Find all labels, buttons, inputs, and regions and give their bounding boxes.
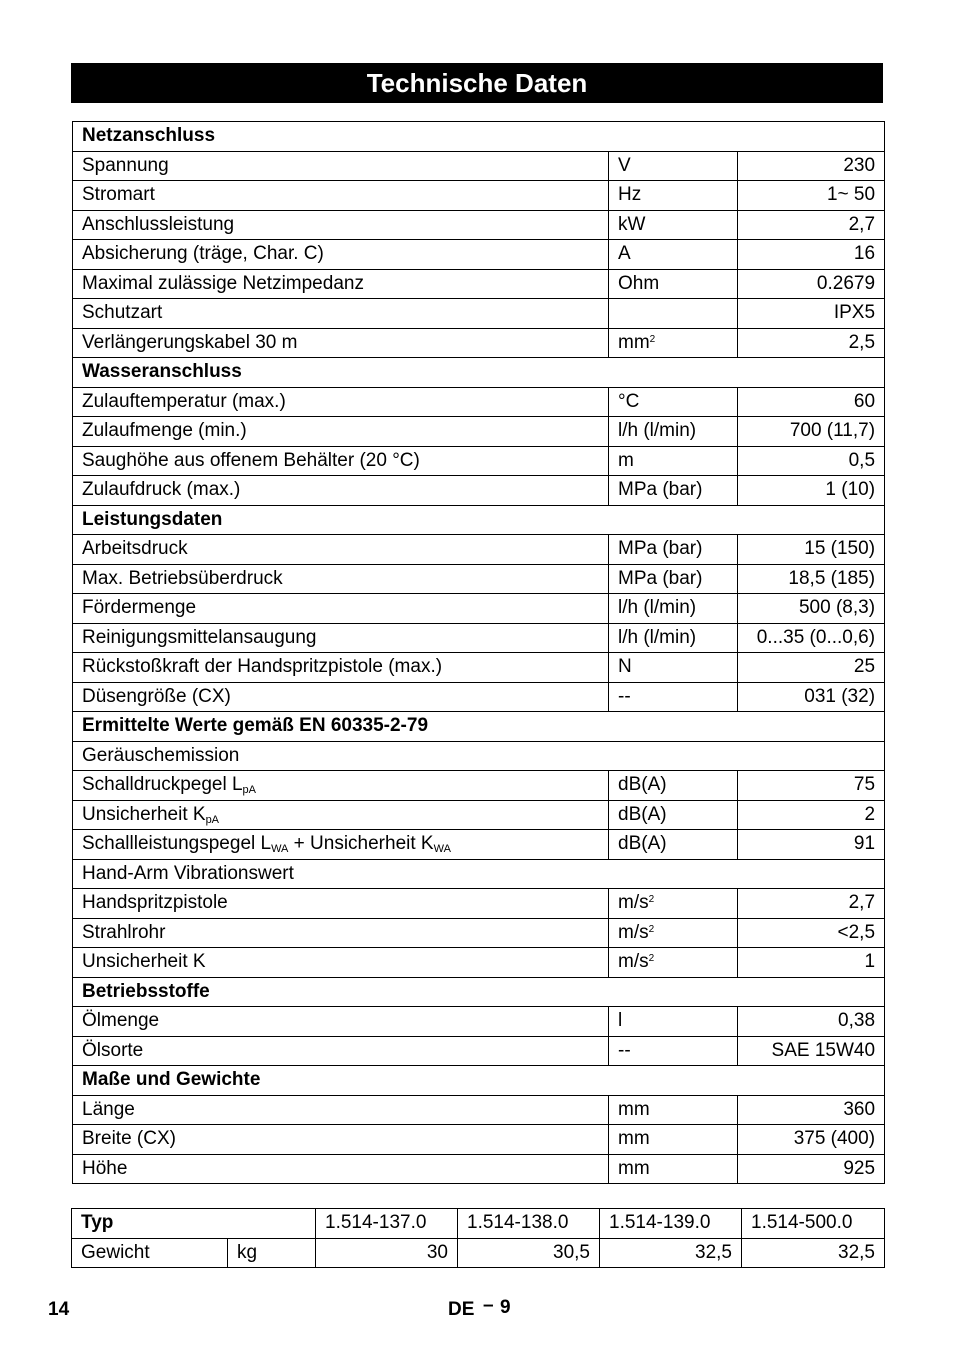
unit-superscript: 2 bbox=[648, 953, 655, 965]
spec-row bbox=[73, 564, 885, 594]
spec-label: Max. Betriebsüberdruck bbox=[73, 564, 609, 594]
spec-value: 230 bbox=[738, 151, 885, 181]
spec-row bbox=[73, 299, 885, 329]
type-weight-table bbox=[71, 1208, 885, 1268]
weight-value: 30 bbox=[316, 1238, 458, 1268]
spec-row bbox=[73, 830, 885, 860]
spec-row bbox=[73, 1007, 885, 1037]
spec-row bbox=[73, 151, 885, 181]
type-model-cell: 1.514-500.0 bbox=[742, 1209, 885, 1239]
weight-value: 30,5 bbox=[458, 1238, 600, 1268]
spec-unit bbox=[609, 1125, 738, 1155]
spec-label: Absicherung (träge, Char. C) bbox=[73, 240, 609, 270]
spec-unit bbox=[609, 889, 738, 919]
unit-text: mm bbox=[618, 1128, 650, 1150]
spec-value: IPX5 bbox=[738, 299, 885, 329]
spec-unit bbox=[609, 240, 738, 270]
spec-value: 1~ 50 bbox=[738, 181, 885, 211]
spec-unit bbox=[609, 417, 738, 447]
unit-text: dB(A) bbox=[618, 803, 667, 825]
unit-text: l/h (l/min) bbox=[618, 626, 697, 648]
spec-unit bbox=[609, 1036, 738, 1066]
spec-value: 925 bbox=[738, 1154, 885, 1184]
label-subscript: pA bbox=[242, 784, 257, 797]
unit-text: kW bbox=[618, 213, 646, 235]
section-header-row bbox=[73, 977, 885, 1007]
spec-unit bbox=[609, 800, 738, 830]
weight-value: 32,5 bbox=[600, 1238, 742, 1268]
spec-unit bbox=[609, 476, 738, 506]
label-subscript: WA bbox=[271, 843, 289, 856]
spec-value: 0...35 (0...0,6) bbox=[738, 623, 885, 653]
spec-label: Stromart bbox=[73, 181, 609, 211]
subheader: Geräuschemission bbox=[73, 741, 885, 771]
spec-row bbox=[73, 210, 885, 240]
spec-label: Höhe bbox=[73, 1154, 609, 1184]
spec-unit bbox=[609, 299, 738, 329]
unit-text: A bbox=[618, 243, 631, 265]
spec-unit bbox=[609, 948, 738, 978]
footer-dash: – bbox=[483, 1295, 494, 1316]
type-model-cell: 1.514-137.0 bbox=[316, 1209, 458, 1239]
page-number: 14 bbox=[48, 1299, 70, 1320]
spec-row bbox=[73, 653, 885, 683]
spec-value: 91 bbox=[738, 830, 885, 860]
spec-label: Rückstoßkraft der Handspritzpistole (max.) bbox=[73, 653, 609, 683]
unit-text: Hz bbox=[618, 184, 642, 206]
spec-value: 1 (10) bbox=[738, 476, 885, 506]
spec-row bbox=[73, 1036, 885, 1066]
footer-language: DE bbox=[448, 1299, 475, 1320]
section-header-row bbox=[73, 505, 885, 535]
label-text: Unsicherheit K bbox=[82, 803, 206, 825]
spec-value: 2,5 bbox=[738, 328, 885, 358]
spec-unit bbox=[609, 653, 738, 683]
subheader-row bbox=[73, 859, 885, 889]
section-header-row bbox=[73, 1066, 885, 1096]
unit-superscript: 2 bbox=[648, 894, 655, 906]
spec-row bbox=[73, 446, 885, 476]
spec-label: Schutzart bbox=[73, 299, 609, 329]
unit-text: mm bbox=[618, 331, 650, 353]
spec-unit bbox=[609, 1095, 738, 1125]
weight-value: 32,5 bbox=[742, 1238, 885, 1268]
spec-value: <2,5 bbox=[738, 918, 885, 948]
unit-text: MPa (bar) bbox=[618, 479, 703, 501]
unit-text: °C bbox=[618, 390, 640, 412]
section-header: Wasseranschluss bbox=[73, 358, 885, 388]
spec-label: Handspritzpistole bbox=[73, 889, 609, 919]
unit-text: l/h (l/min) bbox=[618, 597, 697, 619]
spec-label: Strahlrohr bbox=[73, 918, 609, 948]
spec-row bbox=[73, 623, 885, 653]
spec-value: 0,38 bbox=[738, 1007, 885, 1037]
spec-value: SAE 15W40 bbox=[738, 1036, 885, 1066]
spec-value: 60 bbox=[738, 387, 885, 417]
spec-unit bbox=[609, 328, 738, 358]
unit-superscript: 2 bbox=[649, 333, 656, 345]
spec-label: Unsicherheit K bbox=[73, 948, 609, 978]
spec-value: 15 (150) bbox=[738, 535, 885, 565]
spec-label: Zulaufdruck (max.) bbox=[73, 476, 609, 506]
unit-text: dB(A) bbox=[618, 833, 667, 855]
spec-unit bbox=[609, 151, 738, 181]
spec-row bbox=[73, 948, 885, 978]
spec-value: 75 bbox=[738, 771, 885, 801]
unit-text: mm bbox=[618, 1098, 650, 1120]
spec-row bbox=[73, 387, 885, 417]
unit-text: Ohm bbox=[618, 272, 660, 294]
unit-text: -- bbox=[618, 1039, 631, 1061]
unit-text: MPa (bar) bbox=[618, 538, 703, 560]
unit-text: MPa (bar) bbox=[618, 567, 703, 589]
spec-unit bbox=[609, 181, 738, 211]
spec-value: 0,5 bbox=[738, 446, 885, 476]
spec-label bbox=[73, 771, 609, 801]
label-subscript: WA bbox=[433, 843, 451, 856]
section-header-row bbox=[73, 712, 885, 742]
footer-language-page: 9 bbox=[500, 1297, 511, 1318]
spec-unit bbox=[609, 387, 738, 417]
spec-row bbox=[73, 594, 885, 624]
spec-unit bbox=[609, 210, 738, 240]
subheader: Hand-Arm Vibrationswert bbox=[73, 859, 885, 889]
section-header-row bbox=[73, 122, 885, 152]
section-header: Leistungsdaten bbox=[73, 505, 885, 535]
unit-text: l bbox=[618, 1010, 623, 1032]
spec-value: 031 (32) bbox=[738, 682, 885, 712]
spec-value: 18,5 (185) bbox=[738, 564, 885, 594]
subheader-row bbox=[73, 741, 885, 771]
type-model-cell: 1.514-138.0 bbox=[458, 1209, 600, 1239]
unit-text: m/s bbox=[618, 951, 649, 973]
spec-unit bbox=[609, 1007, 738, 1037]
spec-value: 375 (400) bbox=[738, 1125, 885, 1155]
unit-superscript: 2 bbox=[648, 923, 655, 935]
unit-text: -- bbox=[618, 685, 631, 707]
spec-label: Maximal zulässige Netzimpedanz bbox=[73, 269, 609, 299]
spec-row bbox=[73, 1154, 885, 1184]
spec-unit bbox=[609, 623, 738, 653]
spec-value: 2,7 bbox=[738, 210, 885, 240]
spec-unit bbox=[609, 269, 738, 299]
spec-row bbox=[73, 476, 885, 506]
type-header-label: Typ bbox=[72, 1209, 316, 1239]
spec-value: 16 bbox=[738, 240, 885, 270]
label-subscript: pA bbox=[205, 813, 220, 826]
spec-unit bbox=[609, 446, 738, 476]
spec-label: Länge bbox=[73, 1095, 609, 1125]
weight-unit: kg bbox=[228, 1238, 316, 1268]
spec-row bbox=[73, 417, 885, 447]
spec-label: Zulaufmenge (min.) bbox=[73, 417, 609, 447]
spec-label: Arbeitsdruck bbox=[73, 535, 609, 565]
type-header-row bbox=[72, 1209, 885, 1239]
spec-label: Reinigungsmittelansaugung bbox=[73, 623, 609, 653]
spec-label bbox=[73, 830, 609, 860]
label-text: Schallleistungspegel L bbox=[82, 833, 272, 855]
spec-table bbox=[72, 121, 885, 1184]
spec-label: Verlängerungskabel 30 m bbox=[73, 328, 609, 358]
unit-text: N bbox=[618, 656, 632, 678]
spec-value: 500 (8,3) bbox=[738, 594, 885, 624]
spec-unit bbox=[609, 594, 738, 624]
spec-label: Düsengröße (CX) bbox=[73, 682, 609, 712]
spec-label bbox=[73, 800, 609, 830]
spec-row bbox=[73, 889, 885, 919]
spec-value: 2 bbox=[738, 800, 885, 830]
spec-label: Ölsorte bbox=[73, 1036, 609, 1066]
spec-row bbox=[73, 269, 885, 299]
unit-text: m/s bbox=[618, 892, 649, 914]
spec-row bbox=[73, 1125, 885, 1155]
spec-row bbox=[73, 918, 885, 948]
spec-row bbox=[73, 1095, 885, 1125]
unit-text: m/s bbox=[618, 921, 649, 943]
spec-unit bbox=[609, 682, 738, 712]
label-text: + Unsicherheit K bbox=[288, 833, 434, 855]
spec-label: Zulauftemperatur (max.) bbox=[73, 387, 609, 417]
spec-row bbox=[73, 535, 885, 565]
section-header: Ermittelte Werte gemäß EN 60335-2-79 bbox=[73, 712, 885, 742]
spec-unit bbox=[609, 918, 738, 948]
unit-text: l/h (l/min) bbox=[618, 420, 697, 442]
section-header: Betriebsstoffe bbox=[73, 977, 885, 1007]
spec-unit bbox=[609, 1154, 738, 1184]
spec-row bbox=[73, 328, 885, 358]
type-model-cell: 1.514-139.0 bbox=[600, 1209, 742, 1239]
spec-value: 360 bbox=[738, 1095, 885, 1125]
spec-row bbox=[73, 800, 885, 830]
spec-row bbox=[73, 682, 885, 712]
spec-label: Fördermenge bbox=[73, 594, 609, 624]
section-header: Maße und Gewichte bbox=[73, 1066, 885, 1096]
spec-value: 0.2679 bbox=[738, 269, 885, 299]
spec-row bbox=[73, 240, 885, 270]
spec-label: Ölmenge bbox=[73, 1007, 609, 1037]
spec-row bbox=[73, 771, 885, 801]
spec-unit bbox=[609, 564, 738, 594]
spec-value: 1 bbox=[738, 948, 885, 978]
spec-label: Breite (CX) bbox=[73, 1125, 609, 1155]
spec-value: 25 bbox=[738, 653, 885, 683]
unit-text: dB(A) bbox=[618, 774, 667, 796]
unit-text: m bbox=[618, 449, 634, 471]
spec-value: 700 (11,7) bbox=[738, 417, 885, 447]
spec-table-body bbox=[73, 122, 885, 1184]
spec-label: Anschlussleistung bbox=[73, 210, 609, 240]
spec-unit bbox=[609, 771, 738, 801]
spec-value: 2,7 bbox=[738, 889, 885, 919]
spec-row bbox=[73, 181, 885, 211]
spec-unit bbox=[609, 830, 738, 860]
unit-text: V bbox=[618, 154, 631, 176]
unit-text: mm bbox=[618, 1157, 650, 1179]
weight-label: Gewicht bbox=[72, 1238, 228, 1268]
page-title: Technische Daten bbox=[71, 63, 883, 103]
section-header-row bbox=[73, 358, 885, 388]
section-header: Netzanschluss bbox=[73, 122, 885, 152]
spec-unit bbox=[609, 535, 738, 565]
spec-label: Spannung bbox=[73, 151, 609, 181]
spec-label: Saughöhe aus offenem Behälter (20 °C) bbox=[73, 446, 609, 476]
label-text: Schalldruckpegel L bbox=[82, 774, 243, 796]
weight-row bbox=[72, 1238, 885, 1268]
